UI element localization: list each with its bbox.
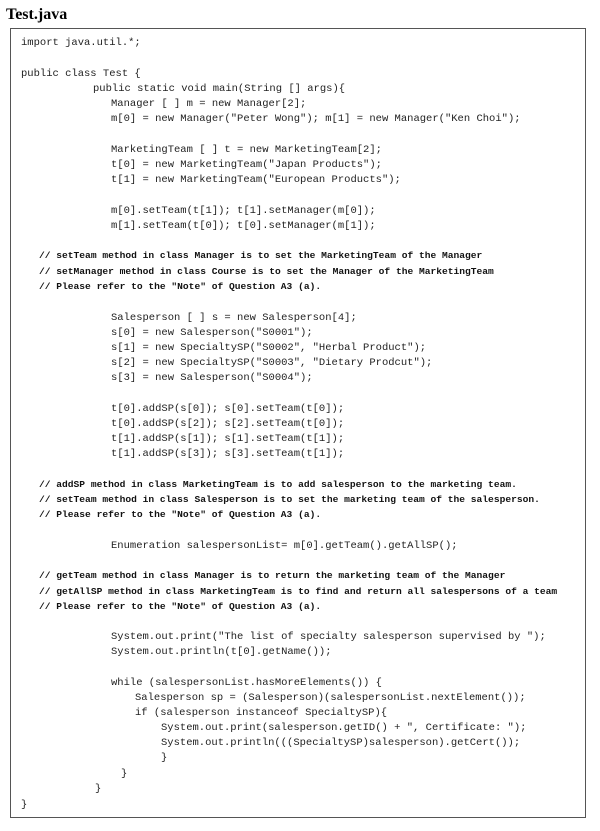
code-line: t[1].addSP(s[3]); s[3].setTeam(t[1]); — [111, 448, 345, 460]
code-line: t[1] = new MarketingTeam("European Products"); — [111, 174, 401, 186]
code-comment-line: // setTeam method in class Salesperson is to set the marketing team of the salesperson. — [39, 494, 540, 505]
code-line: } — [95, 783, 102, 795]
code-line: t[1].addSP(s[1]); s[1].setTeam(t[1]); — [111, 433, 345, 445]
code-line: public class Test { — [21, 68, 141, 80]
code-line: s[3] = new Salesperson("S0004"); — [111, 372, 313, 384]
code-comment-line: // Please refer to the "Note" of Question A3 (a). — [39, 281, 322, 292]
code-line: s[2] = new SpecialtySP("S0003", "Dietary Prodcut"); — [111, 357, 433, 369]
code-line: t[0].addSP(s[0]); s[0].setTeam(t[0]); — [111, 403, 345, 415]
code-comment-line: // Please refer to the "Note" of Question A3 (a). — [39, 509, 322, 520]
code-line: Manager [ ] m = new Manager[2]; — [111, 98, 307, 110]
code-line: t[0] = new MarketingTeam("Japan Products"); — [111, 159, 382, 171]
code-comment-line: // getTeam method in class Manager is to return the marketing team of the Manager — [39, 570, 506, 581]
code-line: s[1] = new SpecialtySP("S0002", "Herbal Product"); — [111, 342, 427, 354]
code-line: } — [121, 768, 128, 780]
code-line: System.out.print("The list of specialty salesperson supervised by "); — [111, 631, 546, 643]
code-line: System.out.println(((SpecialtySP)salesperson).getCert()); — [161, 737, 521, 749]
code-line: m[1].setTeam(t[0]); t[0].setManager(m[1]); — [111, 220, 376, 232]
code-line: Enumeration salespersonList= m[0].getTeam().getAllSP(); — [111, 540, 458, 552]
code-comment-line: // setManager method in class Course is to set the Manager of the MarketingTeam — [39, 266, 494, 277]
code-line: Salesperson sp = (Salesperson)(salespersonList.nextElement()); — [135, 692, 526, 704]
code-line: if (salesperson instanceof SpecialtySP){ — [135, 707, 388, 719]
code-line: System.out.println(t[0].getName()); — [111, 646, 332, 658]
code-line: public static void main(String [] args){ — [93, 83, 346, 95]
code-line: System.out.print(salesperson.getID() + ", Certificate: "); — [161, 722, 527, 734]
code-line: while (salespersonList.hasMoreElements()) { — [111, 677, 382, 689]
code-line: Salesperson [ ] s = new Salesperson[4]; — [111, 312, 357, 324]
code-line: import java.util.*; — [21, 37, 141, 49]
code-comment-line: // getAllSP method in class MarketingTeam is to find and return all salespersons of a team — [39, 586, 558, 597]
code-line: } — [161, 752, 168, 764]
code-line: } — [21, 799, 28, 811]
code-line: t[0].addSP(s[2]); s[2].setTeam(t[0]); — [111, 418, 345, 430]
code-comment-line: // setTeam method in class Manager is to set the MarketingTeam of the Manager — [39, 250, 483, 261]
code-listing — [10, 28, 586, 818]
code-line: m[0].setTeam(t[1]); t[1].setManager(m[0]); — [111, 205, 376, 217]
code-comment-line: // Please refer to the "Note" of Question A3 (a). — [39, 601, 322, 612]
code-comment-line: // addSP method in class MarketingTeam is to add salesperson to the marketing team. — [39, 479, 517, 490]
code-line: m[0] = new Manager("Peter Wong"); m[1] = new Manager("Ken Choi"); — [111, 113, 521, 125]
file-title: Test.java — [6, 6, 68, 23]
code-line: s[0] = new Salesperson("S0001"); — [111, 327, 313, 339]
code-line: MarketingTeam [ ] t = new MarketingTeam[2]; — [111, 144, 382, 156]
